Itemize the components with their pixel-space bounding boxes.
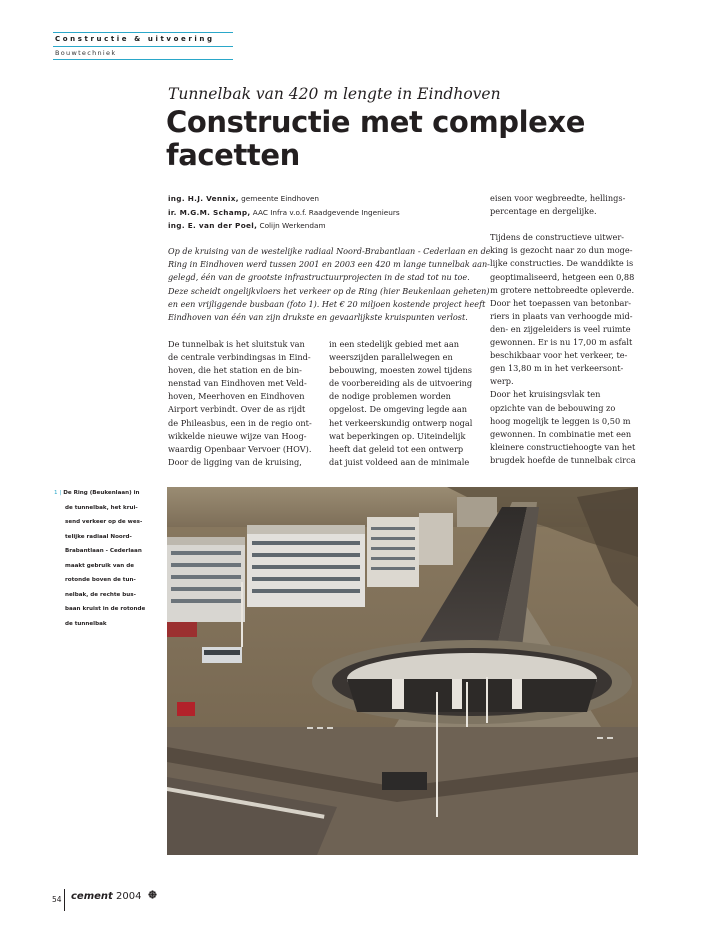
- author-org: gemeente Eindhoven: [241, 194, 320, 203]
- body-line: hoven, die het station en de bin-: [168, 365, 302, 376]
- page-number: 54: [52, 895, 62, 904]
- article-lead: [168, 245, 491, 324]
- body-line: in een stedelijk gebied met aan: [329, 339, 459, 349]
- footer-magazine: [71, 890, 157, 902]
- body-line: hoven, Meerhoven en Eindhoven: [168, 391, 305, 402]
- body-line: hoog mogelijk te leggen is 0,50 m: [490, 415, 631, 426]
- body-line: gen 13,80 m in het verkeersont-: [490, 363, 624, 374]
- body-line: opzichte van de bebouwing zo: [490, 402, 616, 413]
- body-line: waardig Openbaar Vervoer (HOV).: [168, 443, 312, 454]
- article-subtitle: Tunnelbak van 420 m lengte in Eindhoven: [168, 85, 501, 103]
- caption-line: nelbak, de rechte bus-: [65, 591, 136, 598]
- body-column-1: [168, 338, 318, 469]
- body-line: opgelost. De omgeving legde aan: [329, 404, 468, 415]
- magazine-year: 2004: [116, 891, 142, 902]
- body-line: bebouwing, moesten zowel tijdens: [329, 365, 472, 376]
- lead-line: Eindhoven van één van zijn drukste en gevaarlijkste kruispunten verlost.: [168, 312, 468, 323]
- author-name: ing. H.J. Vennix,: [168, 194, 239, 203]
- body-line: Airport verbindt. Over de as rijdt: [168, 404, 306, 415]
- author-list: [168, 192, 400, 233]
- author-org: AAC Infra v.o.f. Raadgevende Ingenieurs: [252, 207, 400, 217]
- article-title-line: facetten: [166, 138, 300, 172]
- body-line: de voorbereiding als de uitvoering: [329, 378, 473, 389]
- photo-caption: [54, 486, 160, 631]
- body-line: wikkelde nieuwe wijze van Hoog-: [168, 430, 307, 441]
- caption-line: send verkeer op de wes-: [65, 519, 143, 525]
- body-line: gewonnen. Er is nu 17,00 m asfalt: [490, 337, 633, 348]
- body-line: de Phileasbus, een in de regio ont-: [168, 417, 312, 428]
- body-line: den- en zijgeleiders is veel ruimte: [490, 323, 631, 334]
- body-line: de nodige problemen worden: [329, 391, 451, 402]
- body-line: Door het kruisingsvlak ten: [490, 389, 601, 400]
- caption-line: telijke radiaal Noord-: [65, 533, 132, 540]
- body-line: Door het toepassen van betonbar-: [490, 297, 632, 308]
- body-line: riers in plaats van verhoogde mid-: [490, 310, 633, 321]
- header-rule-top: [53, 32, 233, 33]
- lead-line: Op de kruising van de westelijke radiaal Noord-Brabantlaan - Cederlaan en de: [168, 246, 491, 256]
- caption-line: baan kruist in de rotonde: [65, 606, 146, 612]
- body-line: werp.: [490, 376, 514, 387]
- header-rule-bottom: [53, 59, 233, 60]
- lead-line: Deze scheidt ongelijkvloers het verkeer op de Ring (hier Beukenlaan geheten): [168, 285, 490, 296]
- body-line: brugdek hoefde de tunnelbak circa: [490, 454, 636, 465]
- body-line: lijke constructies. De wanddikte is: [490, 258, 634, 269]
- author-name: ir. M.G.M. Schamp,: [168, 207, 251, 217]
- body-line: m grotere nettobreedte opleverde.: [490, 284, 635, 295]
- section-label: Constructie & uitvoering: [55, 35, 215, 43]
- author-org: Colijn Werkendam: [259, 221, 326, 230]
- flower-icon: [148, 890, 157, 902]
- body-line: wat beperkingen op. Uiteindelijk: [329, 430, 466, 441]
- author-row: [168, 206, 400, 220]
- caption-line: Brabantlaan - Cederlaan: [65, 548, 142, 554]
- caption-text: De Ring (Beukenlaan) in: [63, 490, 140, 496]
- body-line: eisen voor wegbreedte, hellings-: [490, 193, 626, 203]
- body-line: heeft dat geleid tot een ontwerp: [329, 443, 464, 454]
- aerial-photo: [167, 487, 638, 855]
- caption-line: [54, 486, 160, 501]
- body-line: De tunnelbak is het sluitstuk van: [168, 339, 305, 349]
- body-column-3: [490, 192, 640, 467]
- magazine-name: cement: [71, 891, 113, 902]
- body-line: nenstad van Eindhoven met Veld-: [168, 378, 307, 389]
- body-line: beschikbaar voor het verkeer, te-: [490, 350, 628, 361]
- body-line: weerszijden parallelwegen en: [329, 352, 453, 363]
- caption-line: de tunnelbak, het krui-: [65, 504, 138, 511]
- lead-line: Ring in Eindhoven werd tussen 2001 en 2003 een 420 m lange tunnelbak aan-: [168, 259, 490, 270]
- article-title-line: Constructie met complexe: [166, 105, 585, 139]
- lead-line: en een vrijliggende busbaan (foto 1). Het € 20 miljoen kostende project heeft: [168, 298, 486, 309]
- caption-line: maakt gebruik van de: [65, 562, 134, 569]
- body-line: geoptimaliseerd, hetgeen een 0,88: [490, 271, 635, 282]
- body-line: het verkeerskundig ontwerp nogal: [329, 417, 473, 428]
- caption-line: rotonde boven de tun-: [65, 577, 136, 583]
- author-row: [168, 219, 400, 233]
- body-column-2: [329, 338, 479, 469]
- body-line: de centrale verbindingsas in Eind-: [168, 352, 311, 363]
- footer-divider: [64, 889, 65, 911]
- lead-line: gelegd, één van de grootste infrastructuurprojecten in de stad tot nu toe.: [168, 272, 470, 283]
- body-line: gewonnen. In combinatie met een: [490, 428, 632, 439]
- caption-line: de tunnelbak: [65, 620, 107, 627]
- body-line: [490, 218, 640, 231]
- subsection-label: Bouwtechniek: [55, 49, 117, 57]
- author-name: ing. E. van der Poel,: [168, 221, 258, 230]
- body-line: Door de ligging van de kruising,: [168, 456, 302, 467]
- body-line: king is gezocht naar zo dun moge-: [490, 245, 633, 256]
- body-line: percentage en dergelijke.: [490, 206, 597, 217]
- caption-number: 1 |: [54, 490, 62, 496]
- article-title: [166, 106, 626, 172]
- body-line: Tijdens de constructieve uitwer-: [490, 232, 625, 243]
- author-row: [168, 192, 400, 206]
- header-rule-middle: [53, 46, 233, 47]
- body-line: kleinere constructiehoogte van het: [490, 441, 636, 452]
- body-line: dat juist voldeed aan de minimale: [329, 456, 470, 467]
